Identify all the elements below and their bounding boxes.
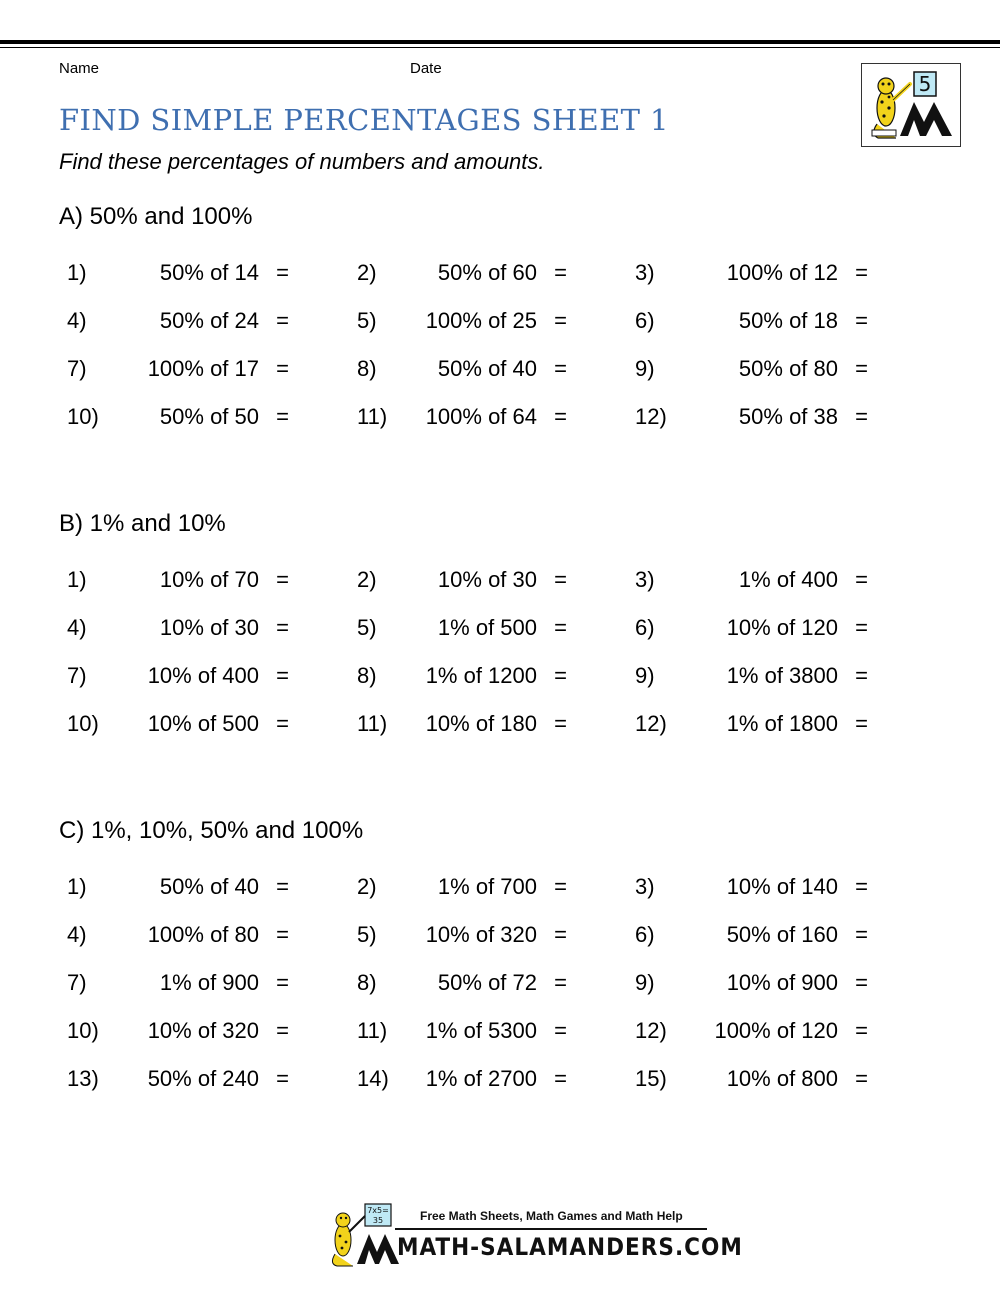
svg-text:7x5=: 7x5=	[367, 1206, 389, 1215]
question-expression: 1% of 1800	[726, 711, 838, 736]
equals-sign: =	[554, 874, 567, 899]
question-expression: 10% of 140	[726, 874, 838, 899]
question	[357, 615, 567, 641]
equals-sign: =	[855, 308, 868, 333]
svg-text:35: 35	[372, 1216, 384, 1225]
question-expression: 50% of 72	[437, 970, 537, 995]
question-number: 10)	[67, 404, 99, 429]
equals-sign: =	[276, 260, 289, 285]
question-expression: 100% of 120	[714, 1018, 838, 1043]
question-expression: 50% of 38	[738, 404, 838, 429]
footer-tagline: Free Math Sheets, Math Games and Math Help	[420, 1209, 683, 1223]
instructions: Find these percentages of numbers and amounts.	[59, 149, 545, 174]
question-expression: 1% of 2700	[425, 1066, 537, 1091]
equals-sign: =	[855, 711, 868, 736]
question	[67, 260, 289, 286]
question-number: 4)	[67, 922, 87, 947]
equals-sign: =	[554, 404, 567, 429]
question	[635, 404, 868, 430]
question	[635, 1018, 868, 1044]
question-expression: 1% of 900	[159, 970, 259, 995]
question-number: 9)	[635, 970, 655, 995]
date-label: Date	[410, 60, 442, 77]
question-expression: 100% of 17	[147, 356, 259, 381]
question	[635, 567, 868, 593]
question	[635, 922, 868, 948]
question-expression: 1% of 5300	[425, 1018, 537, 1043]
question	[357, 356, 567, 382]
equals-sign: =	[554, 1018, 567, 1043]
question	[357, 970, 567, 996]
equals-sign: =	[855, 404, 868, 429]
question-expression: 100% of 64	[425, 404, 537, 429]
question-expression: 10% of 70	[159, 567, 259, 592]
question-number: 10)	[67, 711, 99, 736]
question	[357, 663, 567, 689]
footer-brand: MATH-SALAMANDERS.COM	[397, 1233, 743, 1261]
equals-sign: =	[276, 404, 289, 429]
grade-number: 5	[918, 72, 932, 96]
equals-sign: =	[276, 663, 289, 688]
equals-sign: =	[276, 567, 289, 592]
question	[357, 260, 567, 286]
equals-sign: =	[554, 663, 567, 688]
footer	[325, 1200, 743, 1270]
question-number: 7)	[67, 663, 87, 688]
equals-sign: =	[554, 711, 567, 736]
section-heading: A) 50% and 100%	[59, 203, 253, 230]
question-expression: 50% of 40	[159, 874, 259, 899]
question-number: 8)	[357, 356, 377, 381]
question-expression: 50% of 14	[159, 260, 259, 285]
question-number: 5)	[357, 615, 377, 640]
top-rule	[0, 40, 1000, 44]
equals-sign: =	[855, 663, 868, 688]
equals-sign: =	[855, 922, 868, 947]
question	[635, 663, 868, 689]
question	[635, 260, 868, 286]
equals-sign: =	[276, 874, 289, 899]
section-heading: C) 1%, 10%, 50% and 100%	[59, 817, 364, 844]
question-expression: 1% of 3800	[726, 663, 838, 688]
name-label: Name	[59, 60, 100, 77]
question-number: 11)	[357, 1018, 388, 1043]
question-expression: 50% of 18	[738, 308, 838, 333]
question-number: 9)	[635, 663, 655, 688]
footer-divider	[395, 1228, 707, 1230]
question-number: 3)	[635, 567, 655, 592]
question	[67, 1066, 289, 1092]
question	[67, 970, 289, 996]
equals-sign: =	[855, 260, 868, 285]
question	[67, 874, 289, 900]
question	[357, 567, 567, 593]
question-number: 6)	[635, 615, 655, 640]
question	[635, 356, 868, 382]
question-number: 1)	[67, 260, 87, 285]
question-expression: 1% of 700	[437, 874, 537, 899]
grade-logo	[861, 63, 961, 147]
equals-sign: =	[276, 615, 289, 640]
equals-sign: =	[855, 874, 868, 899]
equals-sign: =	[554, 260, 567, 285]
equals-sign: =	[554, 567, 567, 592]
equals-sign: =	[554, 356, 567, 381]
question-expression: 10% of 900	[726, 970, 838, 995]
question	[67, 663, 289, 689]
question-expression: 10% of 320	[425, 922, 537, 947]
question-expression: 50% of 24	[159, 308, 259, 333]
question-number: 12)	[635, 711, 667, 736]
question-expression: 10% of 120	[726, 615, 838, 640]
question-number: 2)	[357, 260, 377, 285]
question-number: 8)	[357, 663, 377, 688]
question-number: 11)	[357, 404, 388, 429]
question-number: 7)	[67, 356, 87, 381]
equals-sign: =	[855, 1066, 868, 1091]
question-number: 13)	[67, 1066, 99, 1091]
question-expression: 1% of 500	[437, 615, 537, 640]
question	[67, 567, 289, 593]
salamander-logo-icon	[862, 64, 960, 146]
question	[635, 1066, 868, 1092]
question	[67, 356, 289, 382]
question	[67, 615, 289, 641]
equals-sign: =	[276, 922, 289, 947]
question	[357, 1018, 567, 1044]
question-number: 3)	[635, 260, 655, 285]
question-expression: 50% of 60	[437, 260, 537, 285]
salamander-logo-icon	[325, 1200, 400, 1270]
question-expression: 1% of 400	[738, 567, 838, 592]
question-expression: 100% of 80	[147, 922, 259, 947]
equals-sign: =	[554, 970, 567, 995]
question-number: 5)	[357, 308, 377, 333]
question-number: 12)	[635, 1018, 667, 1043]
question	[67, 922, 289, 948]
question-number: 6)	[635, 308, 655, 333]
question	[357, 404, 567, 430]
equals-sign: =	[554, 1066, 567, 1091]
question-expression: 50% of 80	[738, 356, 838, 381]
question-expression: 1% of 1200	[425, 663, 537, 688]
question-expression: 50% of 50	[159, 404, 259, 429]
question-number: 1)	[67, 567, 87, 592]
question	[67, 308, 289, 334]
question	[357, 308, 567, 334]
question-expression: 50% of 240	[147, 1066, 259, 1091]
question-number: 3)	[635, 874, 655, 899]
question-number: 2)	[357, 567, 377, 592]
question	[635, 308, 868, 334]
question-expression: 10% of 30	[437, 567, 537, 592]
equals-sign: =	[554, 615, 567, 640]
equals-sign: =	[276, 1018, 289, 1043]
equals-sign: =	[855, 567, 868, 592]
page-title: FIND SIMPLE PERCENTAGES SHEET 1	[59, 103, 669, 137]
question-expression: 50% of 40	[437, 356, 537, 381]
question	[635, 970, 868, 996]
question-expression: 100% of 25	[425, 308, 537, 333]
question-number: 12)	[635, 404, 667, 429]
question	[67, 711, 289, 737]
question	[357, 1066, 567, 1092]
question-expression: 10% of 180	[425, 711, 537, 736]
equals-sign: =	[276, 1066, 289, 1091]
equals-sign: =	[276, 711, 289, 736]
question-number: 4)	[67, 308, 87, 333]
question-expression: 10% of 500	[147, 711, 259, 736]
equals-sign: =	[554, 922, 567, 947]
question-expression: 50% of 160	[726, 922, 838, 947]
equals-sign: =	[276, 970, 289, 995]
question	[357, 711, 567, 737]
question-number: 1)	[67, 874, 87, 899]
question	[357, 922, 567, 948]
question-number: 2)	[357, 874, 377, 899]
question	[635, 874, 868, 900]
question-number: 4)	[67, 615, 87, 640]
question-expression: 10% of 800	[726, 1066, 838, 1091]
question-expression: 10% of 30	[159, 615, 259, 640]
question-number: 14)	[357, 1066, 389, 1091]
question-number: 11)	[357, 711, 388, 736]
section-heading: B) 1% and 10%	[59, 510, 226, 537]
question-expression: 100% of 12	[726, 260, 838, 285]
equals-sign: =	[554, 308, 567, 333]
equals-sign: =	[855, 1018, 868, 1043]
question-number: 5)	[357, 922, 377, 947]
question-expression: 10% of 320	[147, 1018, 259, 1043]
question-number: 10)	[67, 1018, 99, 1043]
question-number: 15)	[635, 1066, 667, 1091]
question-number: 9)	[635, 356, 655, 381]
question	[67, 404, 289, 430]
question	[635, 711, 868, 737]
equals-sign: =	[855, 615, 868, 640]
question-expression: 10% of 400	[147, 663, 259, 688]
top-rule-thin	[0, 47, 1000, 48]
question-number: 7)	[67, 970, 87, 995]
equals-sign: =	[276, 308, 289, 333]
question	[67, 1018, 289, 1044]
equals-sign: =	[276, 356, 289, 381]
question-number: 6)	[635, 922, 655, 947]
equals-sign: =	[855, 970, 868, 995]
question	[635, 615, 868, 641]
question-number: 8)	[357, 970, 377, 995]
equals-sign: =	[855, 356, 868, 381]
question	[357, 874, 567, 900]
